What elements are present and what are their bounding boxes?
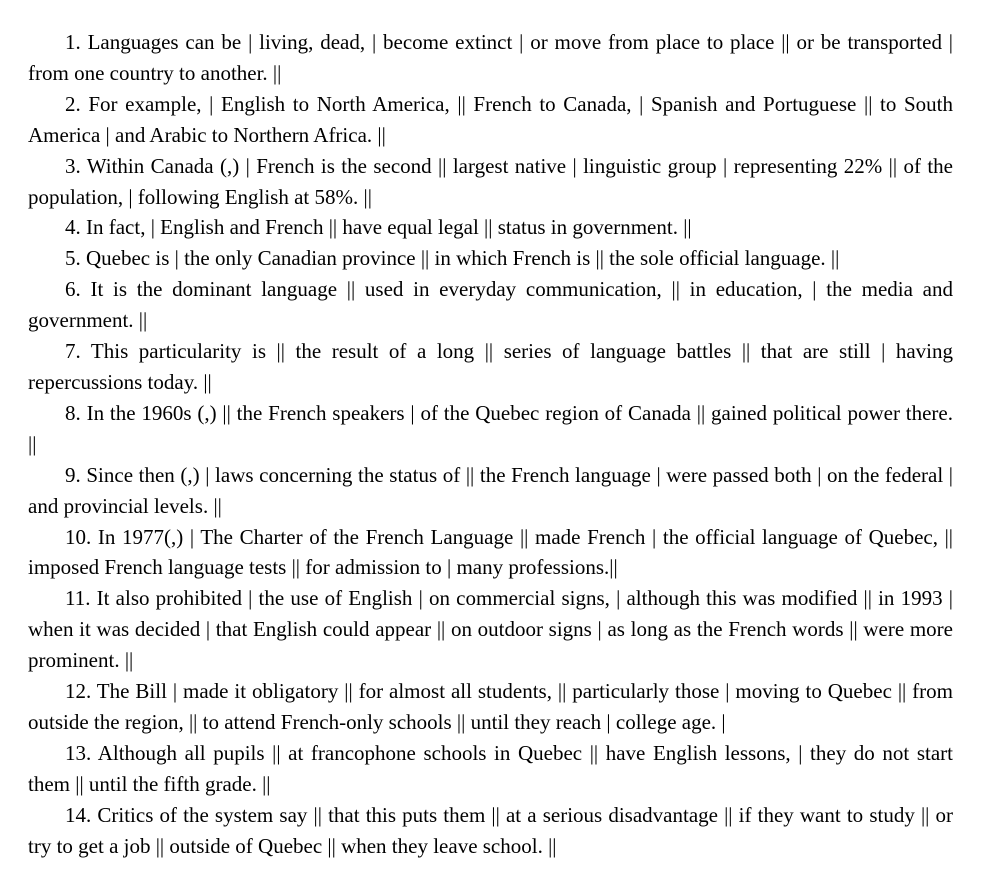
paragraph-1: 1. Languages can be | living, dead, | become extinct | or move from place to place || or be transported | from one country to another. || <box>28 30 953 85</box>
paragraph-10: 10. In 1977(,) | The Charter of the French Language || made French | the official language of Quebec, || imposed French language tests || for admission to | many professions.|| <box>28 524 953 580</box>
paragraph-9: 9. Since then (,) | laws concerning the status of || the French language | were passed both | on the federal | and provincial levels. || <box>28 462 953 518</box>
paragraph-14: 14. Critics of the system say || that this puts them || at a serious disadvantage || if they want to study || or try to get a job || outside of Quebec || when they leave school. || <box>28 802 953 858</box>
paragraph-12: 12. The Bill | made it obligatory || for almost all students, || particularly those | moving to Quebec || from outside the region, || to attend French-only schools || until they reach | college age. | <box>28 679 953 734</box>
paragraph-2: 2. For example, | English to North America, || French to Canada, | Spanish and Portuguese || to South America | and Arabic to Northern Africa. || <box>28 91 953 147</box>
paragraph-13: 13. Although all pupils || at francophone schools in Quebec || have English lessons, | they do not start them || until the fifth grade. || <box>28 740 953 796</box>
paragraph-4: 4. In fact, | English and French || have equal legal || status in government. || <box>65 215 692 240</box>
paragraph-7: 7. This particularity is || the result of a long || series of language battles || that are still | having repercussions today. || <box>28 339 953 394</box>
paragraph-6: 6. It is the dominant language || used in everyday communication, || in education, | the media and government. || <box>28 277 953 333</box>
paragraph-11: 11. It also prohibited | the use of English | on commercial signs, | although this was modified || in 1993 | when it was decided | that English could appear || on outdoor signs | as long as the French words || were more prominent. || <box>28 586 953 673</box>
paragraph-3: 3. Within Canada (,) | French is the second || largest native | linguistic group | representing 22% || of the population, | following English at 58%. || <box>28 153 953 209</box>
paragraph-8: 8. In the 1960s (,) || the French speakers | of the Quebec region of Canada || gained political power there. || <box>28 400 953 456</box>
paragraph-5: 5. Quebec is | the only Canadian province || in which French is || the sole official language. || <box>65 246 840 271</box>
